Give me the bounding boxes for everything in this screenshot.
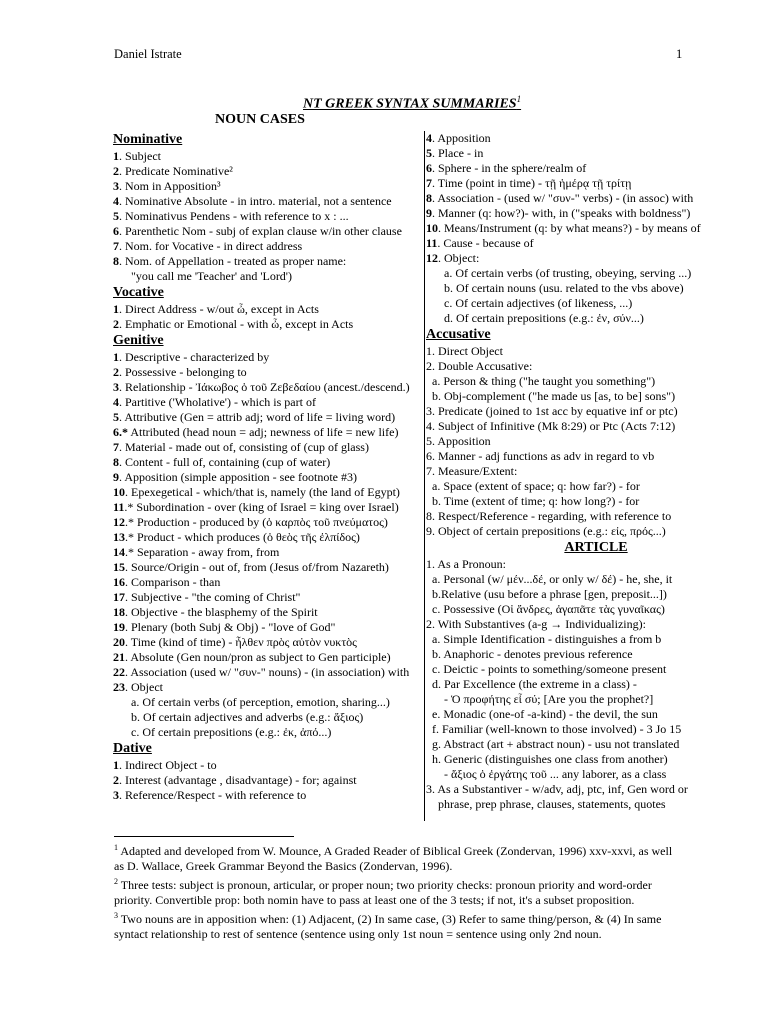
list-item: a. Of certain verbs (of perception, emotion, sharing...) xyxy=(131,695,390,709)
column-divider xyxy=(424,131,425,821)
heading-accusative: Accusative xyxy=(426,327,491,342)
list-item xyxy=(113,575,423,590)
item-number: 21 xyxy=(113,650,125,664)
document-title: NT GREEK SYNTAX SUMMARIES$^1$ xyxy=(303,94,522,112)
list-item xyxy=(426,191,726,206)
list-item xyxy=(113,425,423,440)
item-text: . Relationship - Ἰάκωβος ὁ τοῦ Ζεβεδαίου (ancest./descend.) xyxy=(119,380,410,394)
list-item xyxy=(113,239,423,254)
item-number: 7 xyxy=(113,239,119,253)
list-item xyxy=(113,665,423,680)
item-number: 5 xyxy=(426,146,432,160)
item-text: . Absolute (Gen noun/pron as subject to Gen participle) xyxy=(125,650,391,664)
item-text: . Reference/Respect - with reference to xyxy=(119,788,307,802)
item-number: 2 xyxy=(113,365,119,379)
item-text: . Epexegetical - which/that is, namely (the land of Egypt) xyxy=(125,485,400,499)
list-item: 3. Predicate (joined to 1st acc by equative inf or ptc) xyxy=(426,404,678,418)
item-number: 1 xyxy=(113,758,119,772)
list-item xyxy=(113,410,423,425)
list-item xyxy=(113,635,423,650)
list-item: b. Obj-complement ("he made us [as, to be] sons") xyxy=(426,389,676,403)
item-number: 10 xyxy=(113,485,125,499)
list-item xyxy=(426,176,726,191)
dative-continued-list xyxy=(426,131,726,266)
list-item: a. Space (extent of space; q: how far?) - for xyxy=(426,479,640,493)
list-item xyxy=(113,650,423,665)
footnote xyxy=(114,874,674,908)
item-text: . Nom. for Vocative - in direct address xyxy=(119,239,303,253)
genitive-object-sublist xyxy=(113,695,423,740)
list-item: b. Anaphoric - denotes previous reference xyxy=(426,647,633,661)
item-text: . Association - (used w/ "συν-" verbs) - (in assoc) with xyxy=(432,191,694,205)
item-number: 7 xyxy=(426,176,432,190)
list-item xyxy=(113,455,423,470)
item-number: 12 xyxy=(426,251,438,265)
item-text: . Sphere - in the sphere/realm of xyxy=(432,161,587,175)
item-text: . Parenthetic Nom - subj of explan clause w/in other clause xyxy=(119,224,402,238)
list-item xyxy=(426,221,726,236)
item-number: 3 xyxy=(113,380,119,394)
item-text: . Possessive - belonging to xyxy=(119,365,247,379)
item-number: 23 xyxy=(113,680,125,694)
item-text: . Indirect Object - to xyxy=(119,758,217,772)
item-number: 6 xyxy=(113,224,119,238)
list-item xyxy=(113,194,423,209)
heading-dative: Dative xyxy=(113,741,152,756)
item-text: . Subjective - "the coming of Christ" xyxy=(125,590,301,604)
item-text: Attributed (head noun = adj; newness of life = new life) xyxy=(128,425,399,439)
left-column xyxy=(113,131,423,803)
list-item: - Ὁ προφήτης εἶ σύ; [Are you the prophet?] xyxy=(426,692,654,706)
item-text: . Means/Instrument (q: by what means?) - by means of xyxy=(438,221,701,235)
item-number: 4 xyxy=(113,194,119,208)
list-item: b.Relative (usu before a phrase [gen, preposit...]) xyxy=(426,587,667,601)
footnote-mark: 1 xyxy=(114,843,118,852)
footnote-mark: 3 xyxy=(114,911,118,920)
item-text: . Attributive (Gen = attrib adj; word of life = living word) xyxy=(119,410,396,424)
list-item xyxy=(426,251,726,266)
item-text: . Apposition xyxy=(432,131,491,145)
article-list xyxy=(426,557,726,812)
list-item xyxy=(113,470,423,485)
item-number: 3 xyxy=(113,788,119,802)
list-item xyxy=(113,680,423,695)
list-item: a. Simple Identification - distinguishes a from b xyxy=(426,632,662,646)
list-item xyxy=(113,254,423,269)
item-number: 6.* xyxy=(113,425,128,439)
list-item: a. Personal (w/ μέν...δέ, or only w/ δέ) - he, she, it xyxy=(426,572,673,586)
item-number: 22 xyxy=(113,665,125,679)
footnotes xyxy=(114,840,674,942)
list-item: e. Monadic (one-of -a-kind) - the devil, the sun xyxy=(426,707,658,721)
list-item: b. Time (extent of time; q: how long?) - for xyxy=(426,494,640,508)
list-item xyxy=(113,788,423,803)
item-text: . Time (point in time) - τῇ ἡμέρᾳ τῇ τρίτῃ xyxy=(432,176,632,190)
list-item xyxy=(113,380,423,395)
item-text: . Descriptive - characterized by xyxy=(119,350,270,364)
footnote xyxy=(114,840,674,874)
item-text: . Source/Origin - out of, from (Jesus of/from Nazareth) xyxy=(125,560,389,574)
item-text: . Subject xyxy=(119,149,161,163)
item-text: . Nom. of Appellation - treated as proper name: xyxy=(119,254,347,268)
list-item xyxy=(113,164,423,179)
item-text: .* Separation - away from, from xyxy=(125,545,280,559)
list-item xyxy=(426,131,726,146)
item-text: . Time (kind of time) - ἦλθεν πρὸς αὐτὸν νυκτὸς xyxy=(125,635,357,649)
list-item: c. Of certain adjectives (of likeness, ...) xyxy=(444,296,633,310)
list-item xyxy=(113,269,423,284)
list-item: a. Of certain verbs (of trusting, obeying, serving ...) xyxy=(444,266,692,280)
item-number: 1 xyxy=(113,149,119,163)
item-text: . Objective - the blasphemy of the Spirit xyxy=(125,605,318,619)
nominative-list xyxy=(113,149,423,284)
list-item xyxy=(113,317,423,332)
list-item xyxy=(113,620,423,635)
item-number: 14 xyxy=(113,545,125,559)
item-number: 19 xyxy=(113,620,125,634)
item-text: . Place - in xyxy=(432,146,484,160)
list-item xyxy=(113,605,423,620)
item-number: 13 xyxy=(113,530,125,544)
item-number: 1 xyxy=(113,350,119,364)
list-item xyxy=(113,500,423,515)
item-number: 3 xyxy=(113,179,119,193)
item-text: . Object xyxy=(125,680,163,694)
list-item: 2. With Substantives (a-g → Individualizing): xyxy=(426,617,646,631)
list-item: 3. As a Substantiver - w/adv, adj, ptc, inf, Gen word or xyxy=(426,782,688,796)
item-number: 8 xyxy=(426,191,432,205)
item-text: .* Product - which produces (ὁ θεὸς τῆς ἐλπίδος) xyxy=(125,530,360,544)
list-item: 2. Double Accusative: xyxy=(426,359,533,373)
list-item: 9. Object of certain prepositions (e.g.: εἰς, πρός...) xyxy=(426,524,666,538)
item-number: 9 xyxy=(426,206,432,220)
item-text: . Plenary (both Subj & Obj) - "love of God" xyxy=(125,620,336,634)
list-item: 5. Apposition xyxy=(426,434,491,448)
section-title-noun-cases: NOUN CASES xyxy=(215,112,305,127)
list-item xyxy=(113,773,423,788)
item-text: "you call me 'Teacher' and 'Lord') xyxy=(131,269,292,283)
item-number: 6 xyxy=(426,161,432,175)
item-text: . Material - made out of, consisting of (cup of glass) xyxy=(119,440,369,454)
item-text: .* Production - produced by (ὁ καρπὸς τοῦ πνεύματος) xyxy=(125,515,388,529)
footnote-mark: 2 xyxy=(114,877,118,886)
item-number: 11 xyxy=(113,500,125,514)
list-item: 7. Measure/Extent: xyxy=(426,464,518,478)
item-number: 18 xyxy=(113,605,125,619)
list-item: h. Generic (distinguishes one class from another) xyxy=(426,752,668,766)
list-item: d. Par Excellence (the extreme in a class) - xyxy=(426,677,637,691)
list-item xyxy=(113,440,423,455)
item-number: 4 xyxy=(426,131,432,145)
item-text: .* Subordination - over (king of Israel = king over Israel) xyxy=(124,500,399,514)
list-item xyxy=(113,530,423,545)
item-number: 2 xyxy=(113,773,119,787)
heading-nominative: Nominative xyxy=(113,132,183,147)
list-item: c. Of certain prepositions (e.g.: ἐκ, ἀπό...) xyxy=(131,725,332,739)
list-item: g. Abstract (art + abstract noun) - usu not translated xyxy=(426,737,680,751)
footnote-rule xyxy=(114,836,294,837)
list-item xyxy=(113,224,423,239)
list-item xyxy=(113,149,423,164)
item-number: 8 xyxy=(113,455,119,469)
list-item: - ἄξιος ὁ ἐργάτης τοῦ ... any laborer, as a class xyxy=(426,767,667,781)
list-item xyxy=(113,515,423,530)
item-number: 1 xyxy=(113,302,119,316)
item-text: . Content - full of, containing (cup of water) xyxy=(119,455,331,469)
list-item xyxy=(426,161,726,176)
item-text: . Object: xyxy=(438,251,480,265)
item-text: . Direct Address - w/out ὦ, except in Acts xyxy=(119,302,319,316)
list-item xyxy=(113,350,423,365)
heading-vocative: Vocative xyxy=(113,285,164,300)
item-number: 7 xyxy=(113,440,119,454)
item-number: 8 xyxy=(113,254,119,268)
item-number: 9 xyxy=(113,470,119,484)
list-item: 6. Manner - adj functions as adv in regard to vb xyxy=(426,449,655,463)
item-text: . Predicate Nominative² xyxy=(119,164,233,178)
dative-object-sublist xyxy=(426,266,726,326)
list-item xyxy=(113,365,423,380)
list-item: c. Deictic - points to something/someone present xyxy=(426,662,667,676)
dative-list xyxy=(113,758,423,803)
footnote-text: Three tests: subject is pronoun, articular, or proper noun; two priority checks: pronoun priority and word-order priority. Convertible prop: both nomin have to pass at least one of the 3 tests; if not, it's a subset proposition. xyxy=(114,878,652,907)
item-text: . Interest (advantage , disadvantage) - for; against xyxy=(119,773,357,787)
item-number: 5 xyxy=(113,410,119,424)
genitive-list xyxy=(113,350,423,695)
list-item xyxy=(113,590,423,605)
footnote xyxy=(114,908,674,942)
item-number: 15 xyxy=(113,560,125,574)
list-item xyxy=(426,146,726,161)
list-item xyxy=(113,545,423,560)
item-number: 20 xyxy=(113,635,125,649)
item-number: 16 xyxy=(113,575,125,589)
heading-article: ARTICLE xyxy=(564,540,628,555)
item-text: . Nominativus Pendens - with reference to x : ... xyxy=(119,209,349,223)
item-number: 5 xyxy=(113,209,119,223)
list-item xyxy=(113,395,423,410)
list-item: 4. Subject of Infinitive (Mk 8:29) or Ptc (Acts 7:12) xyxy=(426,419,676,433)
list-item: b. Of certain adjectives and adverbs (e.g.: ἄξιος) xyxy=(131,710,364,724)
item-number: 10 xyxy=(426,221,438,235)
list-item xyxy=(426,206,726,221)
list-item xyxy=(113,758,423,773)
item-number: 2 xyxy=(113,317,119,331)
item-number: 4 xyxy=(113,395,119,409)
vocative-list xyxy=(113,302,423,332)
item-text: . Association (used w/ "συν-" nouns) - (in association) with xyxy=(125,665,410,679)
item-text: . Manner (q: how?)- with, in ("speaks with boldness") xyxy=(432,206,691,220)
item-text: . Cause - because of xyxy=(437,236,534,250)
list-item xyxy=(113,560,423,575)
item-number: 17 xyxy=(113,590,125,604)
list-item: a. Person & thing ("he taught you something") xyxy=(426,374,656,388)
list-item: phrase, prep phrase, clauses, statements, quotes xyxy=(426,797,666,811)
list-item: 1. As a Pronoun: xyxy=(426,557,507,571)
item-text: . Emphatic or Emotional - with ὦ, except in Acts xyxy=(119,317,354,331)
list-item: 8. Respect/Reference - regarding, with reference to xyxy=(426,509,672,523)
list-item: f. Familiar (well-known to those involved) - 3 Jo 15 xyxy=(426,722,682,736)
item-number: 2 xyxy=(113,164,119,178)
footnote-text: Adapted and developed from W. Mounce, A Graded Reader of Biblical Greek (Zondervan, 1996) xxv-xxvi, as well as D. Wallace, Greek Grammar Beyond the Basics (Zondervan, 1996). xyxy=(114,844,673,873)
page-number: 1 xyxy=(676,47,683,61)
item-number: 11 xyxy=(426,236,438,250)
list-item: c. Possessive (Οἱ ἄνδρες, ἀγαπᾶτε τὰς γυναῖκας) xyxy=(426,602,665,616)
list-item xyxy=(113,179,423,194)
item-number: 12 xyxy=(113,515,125,529)
heading-genitive: Genitive xyxy=(113,333,164,348)
list-item xyxy=(113,485,423,500)
item-text: . Partitive ('Wholative') - which is part of xyxy=(119,395,316,409)
list-item xyxy=(426,236,726,251)
list-item xyxy=(113,302,423,317)
list-item: 1. Direct Object xyxy=(426,344,503,358)
accusative-list xyxy=(426,344,726,539)
item-text: . Nominative Absolute - in intro. material, not a sentence xyxy=(119,194,392,208)
item-text: . Nom in Apposition³ xyxy=(119,179,221,193)
footnote-text: Two nouns are in apposition when: (1) Adjacent, (2) In same case, (3) Refer to same thing/person, & (4) In same syntact relationship to rest of sentence (sentence using only 1st noun = sentence using only 2nd noun. xyxy=(114,912,662,941)
list-item: d. Of certain prepositions (e.g.: ἐν, σύν...) xyxy=(444,311,644,325)
list-item xyxy=(113,209,423,224)
page-header-author: Daniel Istrate xyxy=(114,47,182,61)
right-column xyxy=(426,131,726,812)
item-text: . Comparison - than xyxy=(125,575,221,589)
item-text: . Apposition (simple apposition - see footnote #3) xyxy=(119,470,357,484)
list-item: b. Of certain nouns (usu. related to the vbs above) xyxy=(444,281,684,295)
